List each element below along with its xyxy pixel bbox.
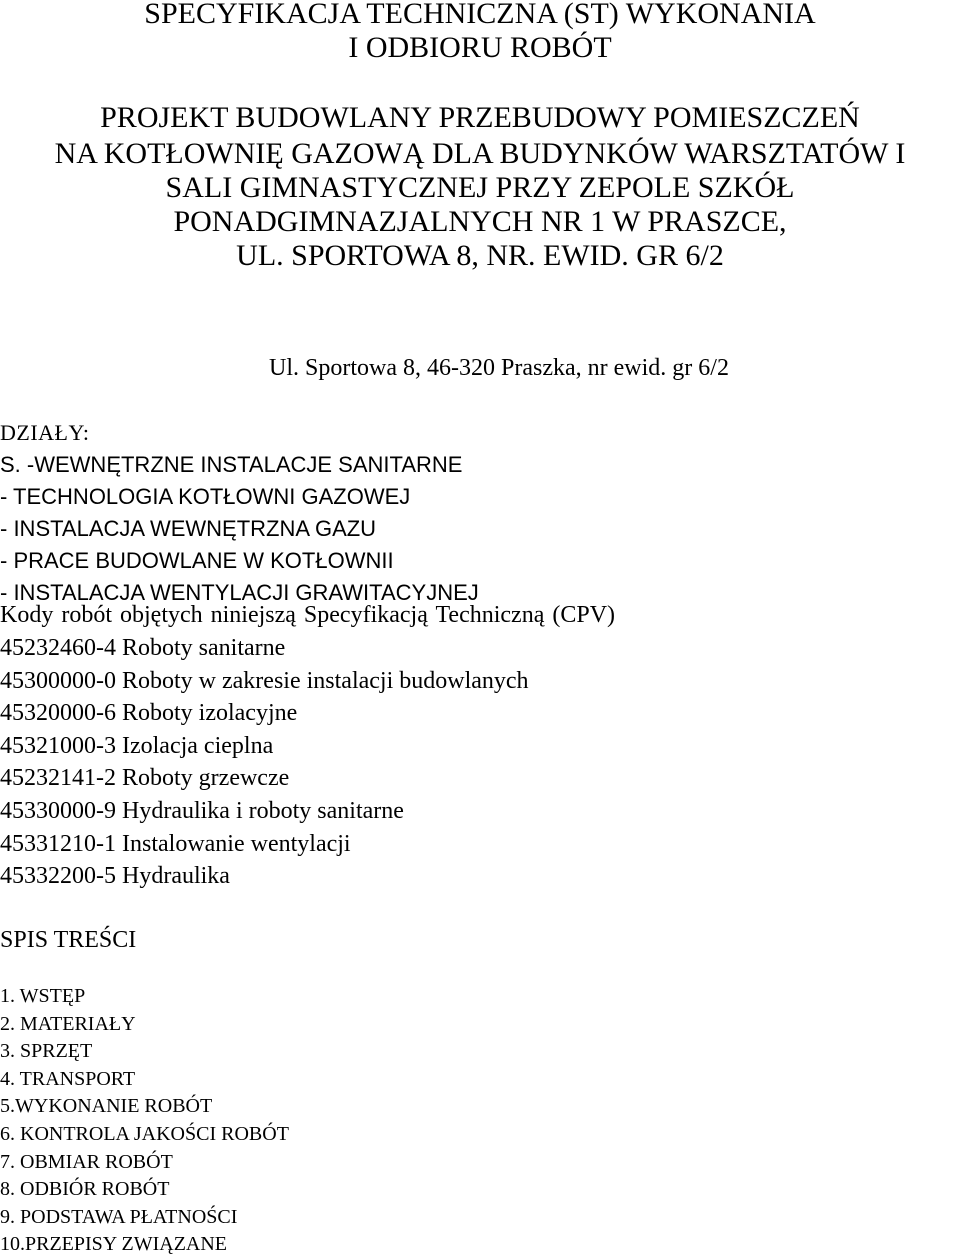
- toc-item: 8. ODBIÓR ROBÓT: [0, 1178, 170, 1201]
- toc-item: 4. TRANSPORT: [0, 1067, 136, 1090]
- cpv-code-item: 45321000-3 Izolacja cieplna: [0, 732, 274, 759]
- project-title-line: SALI GIMNASTYCZNEJ PRZY ZEPOLE SZKÓŁ: [165, 171, 795, 204]
- toc-heading: SPIS TREŚCI: [0, 927, 137, 953]
- project-title-line: PROJEKT BUDOWLANY PRZEBUDOWY POMIESZCZEŃ: [100, 101, 860, 134]
- cpv-code-item: 45232460-4 Roboty sanitarne: [0, 635, 286, 661]
- toc-item: 2. MATERIAŁY: [0, 1012, 136, 1035]
- division-item: - INSTALACJA WENTYLACJI GRAWITACYJNEJ: [0, 580, 479, 605]
- title-line: SPECYFIKACJA TECHNICZNA (ST) WYKONANIA: [144, 0, 816, 30]
- cpv-code-item: 45320000-6 Roboty izolacyjne: [0, 700, 298, 727]
- toc-item: 10.PRZEPISY ZWIĄZANE: [0, 1233, 228, 1256]
- divisions-list: [0, 449, 479, 609]
- cpv-code-item: 45332200-5 Hydraulika: [0, 863, 230, 890]
- toc-item: 5.WYKONANIE ROBÓT: [0, 1095, 213, 1118]
- divisions-heading: DZIAŁY:: [0, 420, 90, 445]
- project-title-line: NA KOTŁOWNIĘ GAZOWĄ DLA BUDYNKÓW WARSZTATÓW I: [54, 137, 906, 170]
- project-title-line: UL. SPORTOWA 8, NR. EWID. GR 6/2: [236, 239, 724, 272]
- table-of-contents: [0, 983, 289, 1259]
- division-item: S. -WEWNĘTRZNE INSTALACJE SANITARNE: [0, 452, 463, 477]
- division-item: - TECHNOLOGIA KOTŁOWNI GAZOWEJ: [0, 484, 411, 509]
- address-line: [0, 353, 960, 383]
- cpv-code-item: 45331210-1 Instalowanie wentylacji: [0, 830, 351, 857]
- division-item: - INSTALACJA WEWNĘTRZNA GAZU: [0, 516, 377, 541]
- address-text: Ul. Sportowa 8, 46-320 Praszka, nr ewid. gr 6/2: [269, 355, 729, 381]
- cpv-code-item: 45330000-9 Hydraulika i roboty sanitarne: [0, 797, 404, 824]
- division-item: - PRACE BUDOWLANE W KOTŁOWNII: [0, 548, 394, 573]
- title-line: I ODBIORU ROBÓT: [348, 31, 612, 64]
- cpv-code-list: [0, 632, 529, 893]
- cpv-intro: Kody robót objętych niniejszą Specyfikacją Techniczną (CPV): [0, 602, 616, 628]
- cpv-code-item: 45300000-0 Roboty w zakresie instalacji budowlanych: [0, 667, 529, 694]
- toc-item: 7. OBMIAR ROBÓT: [0, 1150, 173, 1173]
- toc-item: 9. PODSTAWA PŁATNOŚCI: [0, 1205, 238, 1228]
- toc-item: 3. SPRZĘT: [0, 1040, 93, 1063]
- toc-item: 1. WSTĘP: [0, 985, 86, 1007]
- cpv-code-item: 45232141-2 Roboty grzewcze: [0, 765, 290, 792]
- project-title-line: PONADGIMNAZJALNYCH NR 1 W PRASZCE,: [173, 205, 787, 238]
- toc-item: 6. KONTROLA JAKOŚCI ROBÓT: [0, 1122, 289, 1145]
